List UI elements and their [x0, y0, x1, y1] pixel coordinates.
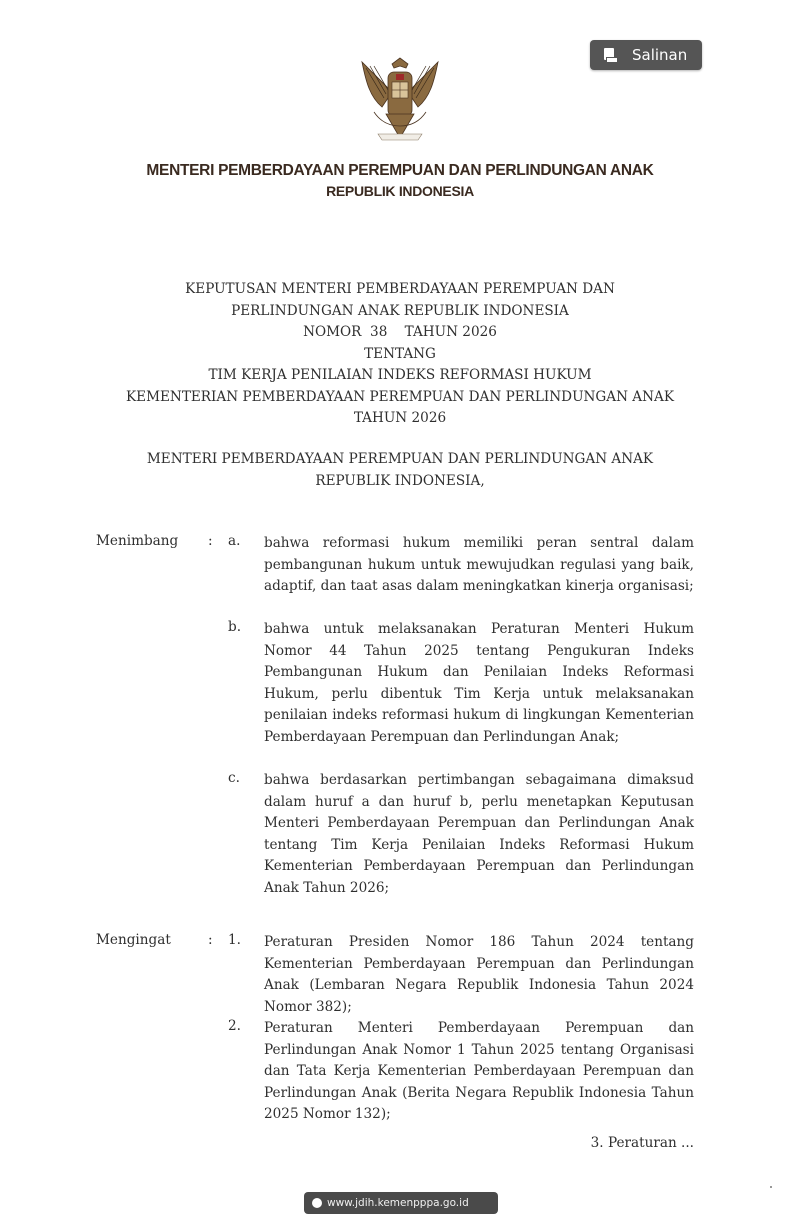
decree-title-line: TAHUN 2026	[353, 410, 447, 426]
decree-title-line: KEPUTUSAN MENTERI PEMBERDAYAAN PEREMPUAN DAN	[185, 281, 615, 297]
menimbang-item-b: bahwa untuk melaksanakan Peraturan Menteri Hukum Nomor 44 Tahun 2025 tentang Pengukuran Indeks Pembangunan Hukum dan Penilaian Indeks Reformasi Hukum, perlu dibentuk Tim Kerja untuk melaksanakan penilaian indeks reformasi hukum di lingkungan Kementerian Pemberdayaan Perempuan dan Perlindungan Anak;	[264, 621, 694, 745]
issuer-line: REPUBLIK INDONESIA,	[315, 472, 485, 489]
letterhead-line-2: REPUBLIK INDONESIA	[326, 183, 474, 199]
menimbang-item-c: bahwa berdasarkan pertimbangan sebagaimana dimaksud dalam huruf a dan huruf b, perlu menetapkan Keputusan Menteri Pemberdayaan Perempuan dan Perlindungan Anak tentang Tim Kerja Penilaian Indeks Reformasi Hukum Kementerian Pemberdayaan Perempuan dan Perlindungan Anak Tahun 2026;	[264, 772, 694, 896]
decree-title-line: KEMENTERIAN PEMBERDAYAAN PEREMPUAN DAN PERLINDUNGAN ANAK	[126, 388, 674, 405]
mengingat-item-1: Peraturan Presiden Nomor 186 Tahun 2024 tentang Kementerian Pemberdayaan Perempuan dan Perlindungan Anak (Lembaran Negara Republik Indonesia Tahun 2024 Nomor 382);	[264, 934, 694, 1015]
decree-title-line: PERLINDUNGAN ANAK REPUBLIK INDONESIA	[231, 302, 569, 319]
mengingat-label: Mengingat	[96, 932, 171, 948]
menimbang-item-a: bahwa reformasi hukum memiliki peran sentral dalam pembangunan hukum untuk mewujudkan regulasi yang baik, adaptif, dan taat asas dalam meningkatkan kinerja organisasi;	[264, 535, 694, 594]
issuer-line: MENTERI PEMBERDAYAAN PEREMPUAN DAN PERLINDUNGAN ANAK	[146, 451, 654, 467]
issuer-block	[0, 449, 800, 492]
item-marker: a.	[228, 533, 241, 549]
decree-title	[0, 279, 800, 430]
decree-number: NOMOR 38 TAHUN 2026	[303, 324, 497, 340]
menimbang-label: Menimbang	[96, 533, 179, 549]
letterhead-line-1: MENTERI PEMBERDAYAAN PEREMPUAN DAN PERLINDUNGAN ANAK	[146, 162, 654, 179]
salinan-button[interactable]	[590, 40, 702, 70]
item-marker: 1.	[228, 932, 241, 948]
colon: :	[208, 932, 213, 948]
item-marker: 2.	[228, 1018, 241, 1034]
mengingat-item-2: Peraturan Menteri Pemberdayaan Perempuan dan Perlindungan Anak Nomor 1 Tahun 2025 tentang Organisasi dan Tata Kerja Kementerian Pemberdayaan Perempuan dan Perlindungan Anak (Berita Negara Republik Indonesia Tahun 2025 Nomor 132);	[264, 1020, 694, 1122]
garuda-emblem-icon	[352, 52, 448, 148]
footer-url: www.jdih.kemenpppa.go.id	[327, 1197, 469, 1209]
globe-icon	[312, 1198, 322, 1208]
page-marker-dot	[770, 1186, 772, 1188]
decree-title-line: TIM KERJA PENILAIAN INDEKS REFORMASI HUKUM	[208, 367, 592, 383]
copy-document-icon	[604, 48, 616, 62]
salinan-label: Salinan	[632, 46, 688, 64]
decree-title-line: TENTANG	[364, 345, 436, 362]
colon: :	[208, 533, 213, 549]
footer-url-link[interactable]	[304, 1192, 498, 1214]
item-marker: b.	[228, 619, 242, 635]
item-marker: c.	[228, 770, 240, 786]
page-continuation: 3. Peraturan ...	[590, 1135, 694, 1151]
